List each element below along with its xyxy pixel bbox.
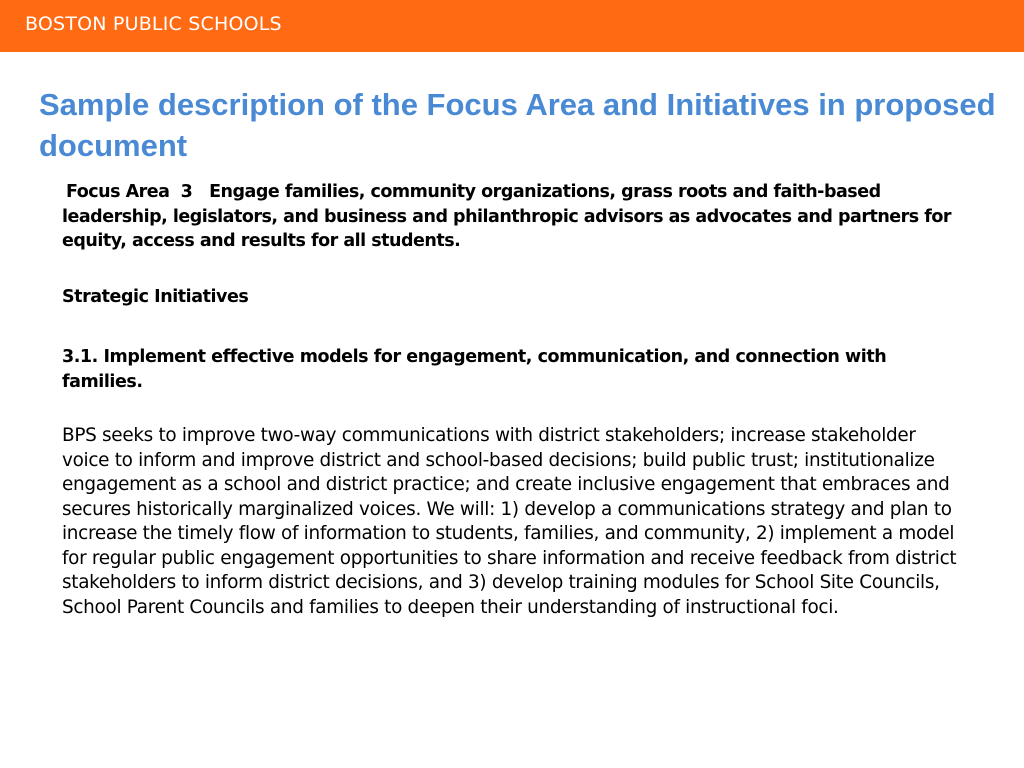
organization-name: BOSTON PUBLIC SCHOOLS (25, 13, 282, 35)
initiative-description: BPS seeks to improve two-way communications with district stakeholders; increase stakeholder voice to inform and improve district and school-based decisions; build public trust; institutionalize engagement as a school and district practice; and create inclusive engagement that embraces and secures historically marginalized voices. We will: 1) develop a communications strategy and plan to increase the timely flow of information to students, families, and community, 2) implement a model for regular public engagement opportunities to share information and receive feedback from district stakeholders to inform district decisions, and 3) develop training modules for School Site Councils, School Parent Councils and families to deepen their understanding of instructional foci. (62, 425, 957, 618)
slide-content (62, 180, 962, 620)
focus-area-statement: Focus Area 3 Engage families, community organizations, grass roots and faith-based leadership, legislators, and business and philanthropic advisors as advocates and partners for equity, access and results for all students. (62, 182, 957, 251)
strategic-initiatives-heading: Strategic Initiatives (62, 286, 249, 307)
slide-title: Sample description of the Focus Area and Initiatives in proposed document (39, 87, 996, 163)
header-bar (0, 0, 1024, 52)
initiative-heading: 3.1. Implement effective models for engagement, communication, and connection with families. (62, 347, 887, 392)
